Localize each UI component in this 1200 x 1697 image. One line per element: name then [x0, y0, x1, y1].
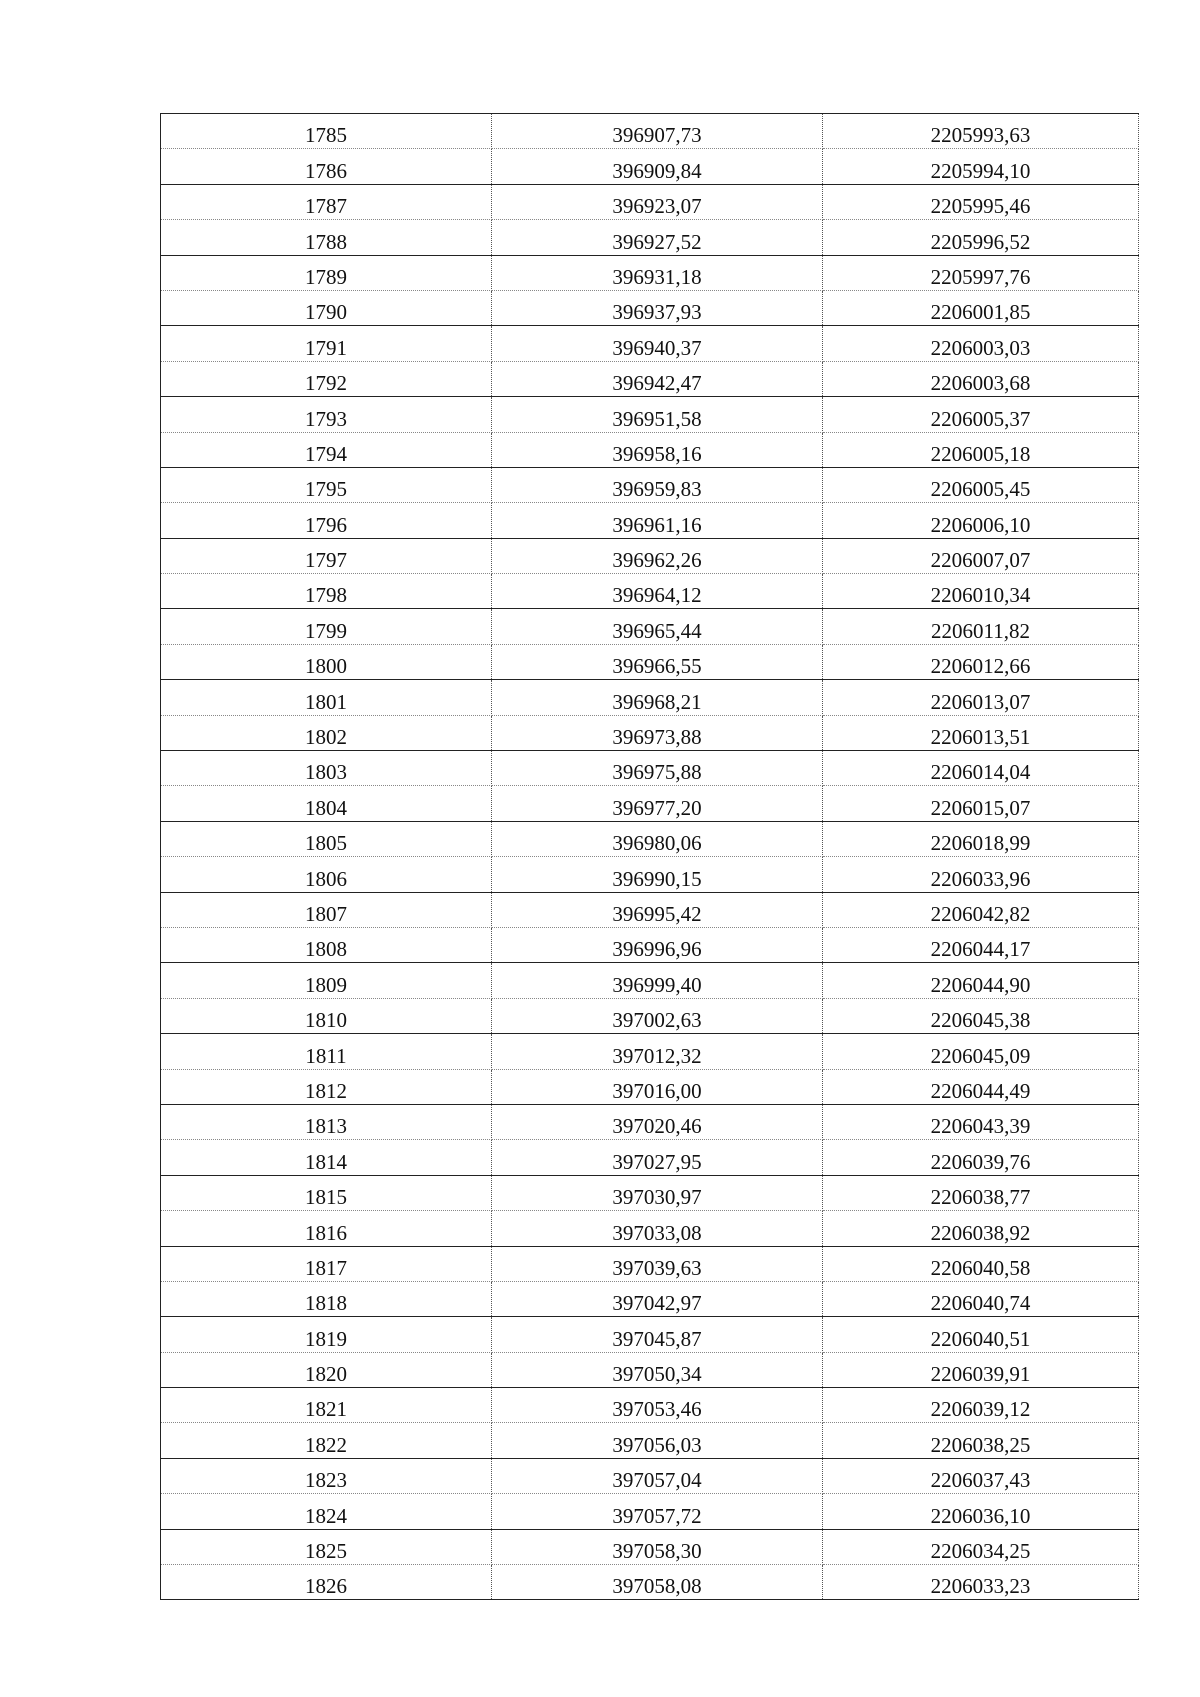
point-number-cell: 1820 — [161, 1352, 492, 1387]
point-number-cell: 1791 — [161, 326, 492, 361]
x-coordinate-cell: 396958,16 — [492, 432, 823, 467]
point-number-cell: 1799 — [161, 609, 492, 644]
table-row — [161, 220, 1139, 255]
point-number-cell: 1809 — [161, 963, 492, 998]
y-coordinate-cell: 2206043,39 — [823, 1104, 1139, 1139]
y-coordinate-cell: 2206037,43 — [823, 1458, 1139, 1493]
point-number-cell: 1803 — [161, 751, 492, 786]
x-coordinate-cell: 397057,04 — [492, 1458, 823, 1493]
x-coordinate-cell: 396973,88 — [492, 715, 823, 750]
point-number-cell: 1825 — [161, 1529, 492, 1564]
y-coordinate-cell: 2206013,51 — [823, 715, 1139, 750]
point-number-cell: 1793 — [161, 397, 492, 432]
x-coordinate-cell: 396999,40 — [492, 963, 823, 998]
x-coordinate-cell: 396961,16 — [492, 503, 823, 538]
x-coordinate-cell: 397039,63 — [492, 1246, 823, 1281]
table-row — [161, 1565, 1139, 1600]
y-coordinate-cell: 2206039,91 — [823, 1352, 1139, 1387]
point-number-cell: 1826 — [161, 1565, 492, 1600]
point-number-cell: 1800 — [161, 644, 492, 679]
point-number-cell: 1822 — [161, 1423, 492, 1458]
y-coordinate-cell: 2206044,90 — [823, 963, 1139, 998]
x-coordinate-cell: 396909,84 — [492, 149, 823, 184]
x-coordinate-cell: 396959,83 — [492, 467, 823, 502]
x-coordinate-cell: 396931,18 — [492, 255, 823, 290]
table-row — [161, 1458, 1139, 1493]
y-coordinate-cell: 2206001,85 — [823, 290, 1139, 325]
y-coordinate-cell: 2206013,07 — [823, 680, 1139, 715]
point-number-cell: 1821 — [161, 1388, 492, 1423]
table-row — [161, 1069, 1139, 1104]
y-coordinate-cell: 2206042,82 — [823, 892, 1139, 927]
table-row — [161, 255, 1139, 290]
coordinates-table-body — [161, 114, 1139, 1600]
x-coordinate-cell: 396995,42 — [492, 892, 823, 927]
x-coordinate-cell: 397002,63 — [492, 998, 823, 1033]
x-coordinate-cell: 396990,15 — [492, 857, 823, 892]
x-coordinate-cell: 396980,06 — [492, 821, 823, 856]
x-coordinate-cell: 396923,07 — [492, 184, 823, 219]
x-coordinate-cell: 397058,08 — [492, 1565, 823, 1600]
point-number-cell: 1811 — [161, 1034, 492, 1069]
x-coordinate-cell: 396996,96 — [492, 927, 823, 962]
y-coordinate-cell: 2206045,09 — [823, 1034, 1139, 1069]
point-number-cell: 1814 — [161, 1140, 492, 1175]
x-coordinate-cell: 397056,03 — [492, 1423, 823, 1458]
coordinates-table — [160, 113, 1139, 1600]
table-row — [161, 1529, 1139, 1564]
table-row — [161, 114, 1139, 149]
point-number-cell: 1808 — [161, 927, 492, 962]
table-row — [161, 574, 1139, 609]
x-coordinate-cell: 397050,34 — [492, 1352, 823, 1387]
x-coordinate-cell: 397057,72 — [492, 1494, 823, 1529]
x-coordinate-cell: 396907,73 — [492, 114, 823, 149]
y-coordinate-cell: 2205994,10 — [823, 149, 1139, 184]
x-coordinate-cell: 397012,32 — [492, 1034, 823, 1069]
x-coordinate-cell: 397020,46 — [492, 1104, 823, 1139]
y-coordinate-cell: 2206014,04 — [823, 751, 1139, 786]
table-row — [161, 290, 1139, 325]
table-row — [161, 1352, 1139, 1387]
point-number-cell: 1788 — [161, 220, 492, 255]
y-coordinate-cell: 2206038,92 — [823, 1211, 1139, 1246]
x-coordinate-cell: 396975,88 — [492, 751, 823, 786]
table-row — [161, 1175, 1139, 1210]
x-coordinate-cell: 396962,26 — [492, 538, 823, 573]
point-number-cell: 1786 — [161, 149, 492, 184]
table-row — [161, 361, 1139, 396]
table-row — [161, 644, 1139, 679]
point-number-cell: 1792 — [161, 361, 492, 396]
y-coordinate-cell: 2206034,25 — [823, 1529, 1139, 1564]
point-number-cell: 1794 — [161, 432, 492, 467]
y-coordinate-cell: 2206003,68 — [823, 361, 1139, 396]
point-number-cell: 1819 — [161, 1317, 492, 1352]
table-row — [161, 609, 1139, 644]
x-coordinate-cell: 397045,87 — [492, 1317, 823, 1352]
point-number-cell: 1790 — [161, 290, 492, 325]
y-coordinate-cell: 2205993,63 — [823, 114, 1139, 149]
x-coordinate-cell: 396964,12 — [492, 574, 823, 609]
point-number-cell: 1813 — [161, 1104, 492, 1139]
point-number-cell: 1810 — [161, 998, 492, 1033]
x-coordinate-cell: 397042,97 — [492, 1281, 823, 1316]
x-coordinate-cell: 396942,47 — [492, 361, 823, 396]
point-number-cell: 1789 — [161, 255, 492, 290]
point-number-cell: 1817 — [161, 1246, 492, 1281]
point-number-cell: 1805 — [161, 821, 492, 856]
table-row — [161, 1317, 1139, 1352]
table-row — [161, 821, 1139, 856]
x-coordinate-cell: 397027,95 — [492, 1140, 823, 1175]
table-row — [161, 184, 1139, 219]
table-row — [161, 149, 1139, 184]
table-row — [161, 467, 1139, 502]
table-row — [161, 998, 1139, 1033]
y-coordinate-cell: 2206012,66 — [823, 644, 1139, 679]
point-number-cell: 1795 — [161, 467, 492, 502]
table-row — [161, 1494, 1139, 1529]
x-coordinate-cell: 396951,58 — [492, 397, 823, 432]
x-coordinate-cell: 397053,46 — [492, 1388, 823, 1423]
point-number-cell: 1815 — [161, 1175, 492, 1210]
y-coordinate-cell: 2206007,07 — [823, 538, 1139, 573]
point-number-cell: 1824 — [161, 1494, 492, 1529]
table-row — [161, 1423, 1139, 1458]
y-coordinate-cell: 2206044,17 — [823, 927, 1139, 962]
x-coordinate-cell: 396937,93 — [492, 290, 823, 325]
point-number-cell: 1801 — [161, 680, 492, 715]
y-coordinate-cell: 2206040,51 — [823, 1317, 1139, 1352]
point-number-cell: 1787 — [161, 184, 492, 219]
x-coordinate-cell: 397058,30 — [492, 1529, 823, 1564]
table-row — [161, 680, 1139, 715]
x-coordinate-cell: 396966,55 — [492, 644, 823, 679]
point-number-cell: 1798 — [161, 574, 492, 609]
x-coordinate-cell: 396927,52 — [492, 220, 823, 255]
y-coordinate-cell: 2205997,76 — [823, 255, 1139, 290]
y-coordinate-cell: 2206005,37 — [823, 397, 1139, 432]
table-row — [161, 1140, 1139, 1175]
point-number-cell: 1812 — [161, 1069, 492, 1104]
point-number-cell: 1823 — [161, 1458, 492, 1493]
point-number-cell: 1804 — [161, 786, 492, 821]
y-coordinate-cell: 2206015,07 — [823, 786, 1139, 821]
point-number-cell: 1806 — [161, 857, 492, 892]
point-number-cell: 1807 — [161, 892, 492, 927]
point-number-cell: 1816 — [161, 1211, 492, 1246]
table-row — [161, 751, 1139, 786]
y-coordinate-cell: 2206038,77 — [823, 1175, 1139, 1210]
table-row — [161, 857, 1139, 892]
table-row — [161, 503, 1139, 538]
y-coordinate-cell: 2206011,82 — [823, 609, 1139, 644]
y-coordinate-cell: 2206039,12 — [823, 1388, 1139, 1423]
x-coordinate-cell: 397016,00 — [492, 1069, 823, 1104]
y-coordinate-cell: 2206003,03 — [823, 326, 1139, 361]
y-coordinate-cell: 2206044,49 — [823, 1069, 1139, 1104]
point-number-cell: 1785 — [161, 114, 492, 149]
y-coordinate-cell: 2206005,45 — [823, 467, 1139, 502]
y-coordinate-cell: 2206039,76 — [823, 1140, 1139, 1175]
table-row — [161, 715, 1139, 750]
y-coordinate-cell: 2206006,10 — [823, 503, 1139, 538]
point-number-cell: 1818 — [161, 1281, 492, 1316]
y-coordinate-cell: 2206038,25 — [823, 1423, 1139, 1458]
x-coordinate-cell: 397033,08 — [492, 1211, 823, 1246]
table-row — [161, 1034, 1139, 1069]
y-coordinate-cell: 2206040,58 — [823, 1246, 1139, 1281]
point-number-cell: 1797 — [161, 538, 492, 573]
table-row — [161, 786, 1139, 821]
table-row — [161, 326, 1139, 361]
x-coordinate-cell: 396977,20 — [492, 786, 823, 821]
x-coordinate-cell: 396968,21 — [492, 680, 823, 715]
y-coordinate-cell: 2206036,10 — [823, 1494, 1139, 1529]
table-row — [161, 1281, 1139, 1316]
table-row — [161, 892, 1139, 927]
point-number-cell: 1802 — [161, 715, 492, 750]
y-coordinate-cell: 2206018,99 — [823, 821, 1139, 856]
table-row — [161, 927, 1139, 962]
x-coordinate-cell: 396940,37 — [492, 326, 823, 361]
table-row — [161, 1211, 1139, 1246]
y-coordinate-cell: 2205995,46 — [823, 184, 1139, 219]
x-coordinate-cell: 396965,44 — [492, 609, 823, 644]
table-row — [161, 397, 1139, 432]
table-row — [161, 1246, 1139, 1281]
table-row — [161, 1388, 1139, 1423]
y-coordinate-cell: 2206045,38 — [823, 998, 1139, 1033]
y-coordinate-cell: 2205996,52 — [823, 220, 1139, 255]
y-coordinate-cell: 2206010,34 — [823, 574, 1139, 609]
table-row — [161, 432, 1139, 467]
y-coordinate-cell: 2206040,74 — [823, 1281, 1139, 1316]
table-row — [161, 538, 1139, 573]
y-coordinate-cell: 2206033,96 — [823, 857, 1139, 892]
table-row — [161, 1104, 1139, 1139]
y-coordinate-cell: 2206005,18 — [823, 432, 1139, 467]
y-coordinate-cell: 2206033,23 — [823, 1565, 1139, 1600]
table-row — [161, 963, 1139, 998]
point-number-cell: 1796 — [161, 503, 492, 538]
x-coordinate-cell: 397030,97 — [492, 1175, 823, 1210]
